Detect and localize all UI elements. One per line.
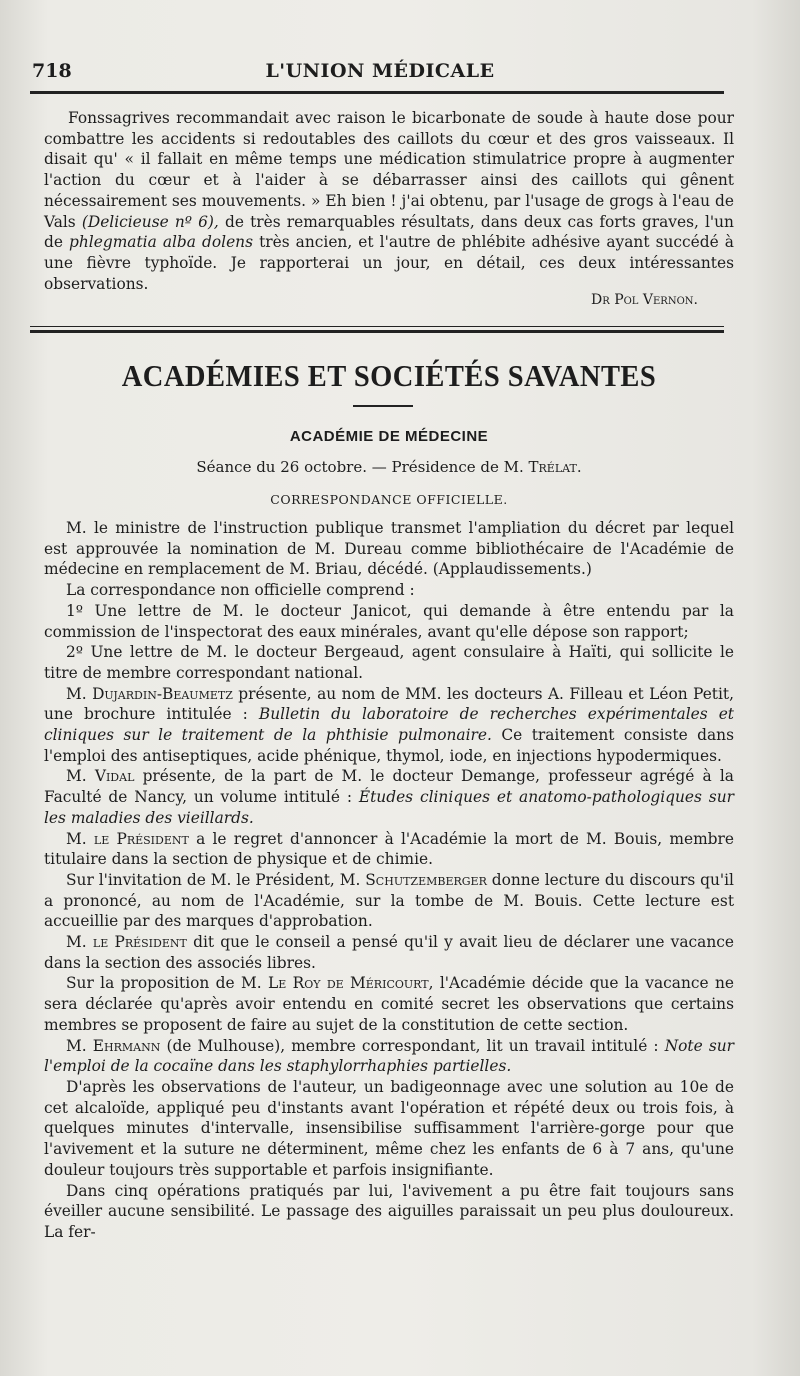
correspondance-heading: CORRESPONDANCE OFFICIELLE. (270, 492, 508, 507)
text: dit que le conseil a pensé qu'il y avait lieu de déclarer une vacance dans la section des associés libres. (44, 933, 734, 972)
page-header (30, 58, 730, 88)
paragraph-mericourt (44, 973, 734, 1035)
paragraph-janicot: 1º Une lettre de M. le docteur Janicot, qui demande à être entendu par la commission de l'inspectorat des eaux minérales, avant qu'elle dépose son rapport; (44, 601, 734, 641)
paragraph-dujardin (44, 684, 734, 767)
title-italic: Études cliniques et anatomo-pathologiques sur les maladies des vieillards. (44, 788, 734, 827)
section-rule-bottom (30, 330, 724, 333)
person-name: Schutzemberger (365, 870, 487, 889)
president-name: Trélat. (528, 458, 582, 476)
paragraph-schutzemberger (44, 870, 734, 932)
text: M. (66, 1036, 87, 1055)
signature: Dr Pol Vernon. (590, 292, 698, 308)
text: donne lecture du discours qu'il a prononcé, au nom de l'Académie, sur la tombe de M. Bouis. Cette lecture est accueillie par des marques d'approbation. (44, 870, 734, 931)
text: présente, au nom de MM. les docteurs A. Filleau et Léon Petit, une brochure intitulée : (44, 684, 734, 724)
person-name: Vidal (94, 767, 135, 786)
title-italic: Bulletin du laboratoire de recherches expérimentales et cliniques sur le traitement de la phthisie pulmonaire. (44, 705, 734, 745)
intro-italic-2: phlegmatia alba dolens (69, 233, 253, 252)
text: Sur la proposition de M. (66, 974, 262, 993)
page-number: 718 (32, 60, 72, 82)
academy-heading: ACADÉMIE DE MÉDECINE (289, 428, 489, 445)
paragraph-bouis (44, 829, 734, 870)
seance-text: Séance du 26 octobre. — Présidence de M. (196, 458, 524, 476)
text: M. (66, 767, 87, 786)
seance-line (44, 458, 734, 476)
title-italic: Note sur l'emploi de la cocaïne dans les staphylorrhaphies partielles. (44, 1036, 734, 1076)
intro-italic-1: (Delicieuse nº 6), (81, 212, 219, 231)
text: M. (66, 933, 87, 952)
paragraph-operations: Dans cinq opérations pratiqués par lui, l'avivement a pu être fait toujours sans éveiller aucune sensibilité. Le passage des aiguilles paraissait un peu plus douloureux. La fer- (44, 1181, 734, 1241)
text: , l'Académie décide que la vacance ne sera déclarée qu'après avoir entendu en comité secret les observations que certains membres se proposent de faire au sujet de la constitution de cette section. (44, 974, 734, 1034)
text: (de Mulhouse), membre correspondant, lit un travail intitulé : (166, 1036, 659, 1055)
title-underline (353, 405, 413, 407)
intro-text-3: très ancien, et l'autre de phlébite adhésive ayant succédé à une fièvre typhoïde. Je rapporterai un jour, en détail, ces deux intéressantes observations. (44, 233, 734, 293)
body-text (44, 518, 734, 1243)
person-name: le Président (92, 933, 187, 952)
journal-title: L'UNION MÉDICALE (265, 60, 495, 82)
section-rule-top (30, 326, 724, 327)
paragraph-vacance (44, 932, 734, 973)
paragraph-bergeaud: 2º Une lettre de M. le docteur Bergeaud, agent consulaire à Haïti, qui sollicite le titre de membre correspondant national. (44, 643, 734, 682)
paragraph-cocaine: D'après les observations de l'auteur, un badigeonnage avec une solution au 10e de cet alcaloïde, appliqué peu d'instants avant l'opération et répété deux ou trois fois, à quelques minutes d'intervalle, insensibilise suffisamment l'arrière-gorge pour que l'avivement et la suture ne déterminent, même chez les enfants de 6 à 7 ans, qu'une douleur toujours très supportable et parfois insignifiante. (44, 1077, 734, 1179)
section-title: ACADÉMIES ET SOCIÉTÉS SAVANTES (121, 358, 657, 393)
person-name: Dujardin-Beaumetz (92, 684, 233, 703)
paragraph-correspondance: La correspondance non officielle comprend : (66, 581, 415, 600)
intro-text-1: Fonssagrives recommandait avec raison le bicarbonate de soude à haute dose pour combattre les accidents si redoutables des caillots du cœur et des gros vaisseaux. Il disait qu' « il fallait en même temps une médication stimulatrice propre à augmenter l'action du cœur et à l'aider à se débarrasser ainsi des caillots qui gênent nécessairement ses mouvements. » Eh bien ! j'ai obtenu, par l'usage de grogs à l'eau de Vals (44, 109, 734, 231)
person-name: Le Roy de Méricourt (268, 974, 429, 993)
paragraph-ehrmann (44, 1036, 734, 1077)
text: M. (66, 684, 87, 703)
text: M. (66, 829, 87, 848)
paragraph-decree: M. le ministre de l'instruction publique transmet l'ampliation du décret par lequel est approuvée la nomination de M. Dureau comme bibliothécaire de l'Académie de médecine en remplacement de M. Briau, décédé. (Applaudissements.) (44, 519, 734, 579)
person-name: le Président (93, 829, 189, 848)
text: Ce traitement consiste dans l'emploi des antiseptiques, acide phénique, thymol, iode, en injections hypodermiques. (44, 726, 734, 765)
header-rule (30, 91, 724, 94)
text: présente, de la part de M. le docteur Demange, professeur agrégé à la Faculté de Nancy, un volume intitulé : (44, 767, 734, 807)
intro-paragraph (44, 108, 734, 294)
text: Sur l'invitation de M. le Président, M. (66, 870, 361, 889)
text: a le regret d'annoncer à l'Académie la mort de M. Bouis, membre titulaire dans la section de physique et de chimie. (44, 829, 734, 869)
person-name: Ehrmann (92, 1036, 161, 1055)
intro-text (44, 108, 734, 294)
intro-text-2: de très remarquables résultats, dans deux cas forts graves, l'un de (44, 212, 734, 252)
paragraph-vidal (44, 766, 734, 828)
